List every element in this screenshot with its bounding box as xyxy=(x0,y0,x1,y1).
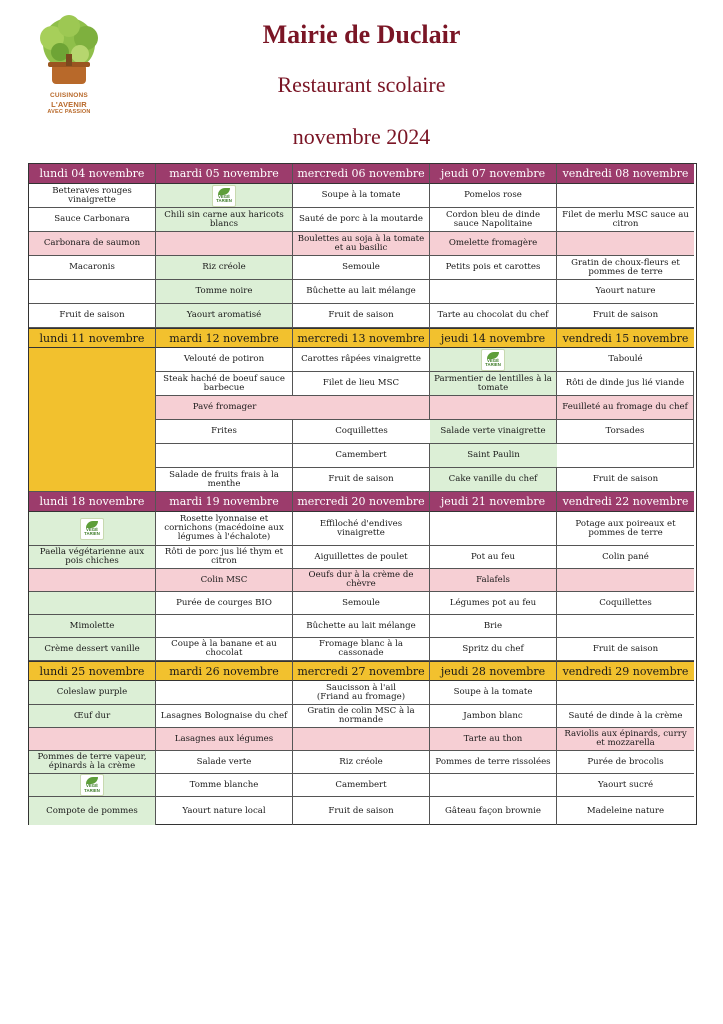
day-header: jeudi 14 novembre xyxy=(430,328,557,348)
menu-cell: Aiguillettes de poulet xyxy=(293,546,430,569)
day-header: jeudi 28 novembre xyxy=(430,661,557,681)
menu-cell: Cake vanille du chef xyxy=(430,468,557,492)
menu-cell: Rôti de porc jus lié thym et citron xyxy=(156,546,293,569)
menu-cell: Gratin de colin MSC à la normande xyxy=(293,705,430,728)
menu-cell: Filet de lieu MSC xyxy=(293,372,430,396)
menu-cell: Camembert xyxy=(293,444,430,468)
menu-cell xyxy=(430,280,557,304)
menu-cell: Sauté de porc à la moutarde xyxy=(293,208,430,232)
menu-cell: Coquillettes xyxy=(557,592,694,615)
day-header: vendredi 15 novembre xyxy=(557,328,694,348)
menu-cell: Fruit de saison xyxy=(293,304,430,328)
menu-cell xyxy=(557,232,694,256)
menu-cell: Salade verte vinaigrette xyxy=(430,420,557,444)
day-header: jeudi 21 novembre xyxy=(430,492,557,512)
vegetarian-badge-icon: VÉGÉ TARIEN xyxy=(80,774,104,796)
menu-cell: Petits pois et carottes xyxy=(430,256,557,280)
menu-cell xyxy=(156,444,293,468)
day-header: mardi 19 novembre xyxy=(156,492,293,512)
menu-cell: Potage aux poireaux et pommes de terre xyxy=(557,512,694,546)
menu-cell: Spritz du chef xyxy=(430,638,557,661)
menu-cell: Fruit de saison xyxy=(557,638,694,661)
menu-cell: Coupe à la banane et au chocolat xyxy=(156,638,293,661)
menu-cell: Pot au feu xyxy=(430,546,557,569)
menu-cell xyxy=(156,232,293,256)
menu-cell: Compote de pommes xyxy=(29,797,156,825)
menu-cell: Colin pané xyxy=(557,546,694,569)
menu-cell xyxy=(557,444,694,468)
menu-cell: Rosette lyonnaise et cornichons (macédoine aux légumes à l'échalote) xyxy=(156,512,293,546)
menu-cell xyxy=(29,280,156,304)
day-header: mercredi 13 novembre xyxy=(293,328,430,348)
day-header: lundi 11 novembre xyxy=(29,328,156,348)
menu-cell: Falafels xyxy=(430,569,557,592)
vegetarian-badge-icon: VÉGÉ TARIEN xyxy=(481,349,505,371)
menu-cell: Boulettes au soja à la tomate et au basilic xyxy=(293,232,430,256)
menu-cell: Cordon bleu de dinde sauce Napolitaine xyxy=(430,208,557,232)
vegetarian-badge-icon: VÉGÉ TARIEN xyxy=(80,518,104,540)
menu-cell xyxy=(29,774,156,797)
menu-cell: Yaourt sucré xyxy=(557,774,694,797)
menu-cell: Gratin de choux-fleurs et pommes de terre xyxy=(557,256,694,280)
menu-cell: Tarte au thon xyxy=(430,728,557,751)
menu-cell: Madeleine nature xyxy=(586,805,665,816)
menu-cell xyxy=(29,728,156,751)
menu-cell: Semoule xyxy=(293,256,430,280)
menu-cell: Saucisson à l'ail (Friand au fromage) xyxy=(293,681,430,705)
menu-cell xyxy=(430,774,557,797)
menu-cell: Velouté de potiron xyxy=(156,348,293,372)
menu-cell: Pomelos rose xyxy=(430,184,557,208)
menu-cell: Brie xyxy=(430,615,557,638)
menu-cell: Soupe à la tomate xyxy=(430,681,557,705)
menu-cell: Paella végétarienne aux pois chiches xyxy=(29,546,156,569)
menu-cell: Carottes râpées vinaigrette xyxy=(293,348,430,372)
menu-cell: Légumes pot au feu xyxy=(430,592,557,615)
menu-cell: Coleslaw purple xyxy=(29,681,156,705)
week-3 xyxy=(29,492,695,661)
menu-cell: Colin MSC xyxy=(156,569,293,592)
menu-cell: Omelette fromagère xyxy=(430,232,557,256)
menu-cell: Sauté de dinde à la crème xyxy=(557,705,694,728)
page-subtitle: Restaurant scolaire xyxy=(277,72,446,97)
menu-cell: Steak haché de boeuf sauce barbecue xyxy=(156,372,293,396)
logo-text-line2: L'AVENIR xyxy=(51,100,87,109)
menu-cell: Pavé fromager xyxy=(156,396,293,420)
menu-cell: Coquillettes xyxy=(293,420,430,444)
menu-cell: Filet de merlu MSC sauce au citron xyxy=(557,208,694,232)
day-header: mercredi 20 novembre xyxy=(293,492,430,512)
menu-cell: Betteraves rouges vinaigrette xyxy=(29,184,156,208)
vegetarian-badge-icon: VÉGÉ TARIEN xyxy=(212,185,236,207)
menu-cell: Fromage blanc à la cassonade xyxy=(293,638,430,661)
menu-cell: Yaourt aromatisé xyxy=(156,304,293,328)
menu-cell: Mimolette xyxy=(29,615,156,638)
menu-cell: Raviolis aux épinards, curry et mozzarella xyxy=(557,728,694,751)
day-header: jeudi 07 novembre xyxy=(430,164,557,184)
menu-cell: Tomme blanche xyxy=(156,774,293,797)
day-header: vendredi 29 novembre xyxy=(557,661,694,681)
day-header: mercredi 06 novembre xyxy=(293,164,430,184)
week-4 xyxy=(29,661,695,825)
menu-cell: Fruit de saison xyxy=(293,468,430,492)
menu-cell: Semoule xyxy=(293,592,430,615)
menu-cell xyxy=(430,512,557,546)
menu-cell: Torsades xyxy=(557,420,694,444)
day-header: mardi 12 novembre xyxy=(156,328,293,348)
day-header: vendredi 22 novembre xyxy=(557,492,694,512)
menu-cell xyxy=(557,615,694,638)
menu-cell xyxy=(293,396,430,420)
menu-cell: Parmentier de lentilles à la tomate xyxy=(430,372,557,396)
menu-cell: Gâteau façon brownie xyxy=(430,797,557,825)
menu-cell: Chili sin carne aux haricots blancs xyxy=(156,208,293,232)
day-header: mardi 05 novembre xyxy=(156,164,293,184)
menu-cell: Rôti de dinde jus lié viande xyxy=(557,372,694,396)
menu-cell xyxy=(430,396,557,420)
day-header: lundi 04 novembre xyxy=(29,164,156,184)
menu-cell: Yaourt nature xyxy=(557,280,694,304)
week-1 xyxy=(29,164,695,328)
menu-cell: Feuilleté au fromage du chef xyxy=(557,396,694,420)
menu-cell: Purée de brocolis xyxy=(557,751,694,774)
menu-cell: Fruit de saison xyxy=(557,304,694,328)
menu-cell: Œuf dur xyxy=(29,705,156,728)
menu-cell: Frites xyxy=(156,420,293,444)
menu-cell: Pommes de terre rissolées xyxy=(430,751,557,774)
menu-cell: Camembert xyxy=(293,774,430,797)
day-header: lundi 25 novembre xyxy=(29,661,156,681)
page-title: Mairie de Duclair xyxy=(262,20,461,49)
menu-cell xyxy=(29,569,156,592)
menu-cell: Bûchette au lait mélange xyxy=(293,615,430,638)
menu-cell: Pommes de terre vapeur, épinards à la crème xyxy=(29,751,156,774)
menu-cell xyxy=(557,569,694,592)
menu-cell xyxy=(29,512,156,546)
menu-cell: Yaourt nature local xyxy=(156,797,293,825)
logo-text-line1: CUISINONS xyxy=(50,92,88,99)
menu-cell: Fruit de saison xyxy=(293,797,430,825)
menu-cell: Salade de fruits frais à la menthe xyxy=(156,468,293,492)
menu-cell xyxy=(557,184,694,208)
day-header: mercredi 27 novembre xyxy=(293,661,430,681)
week-2 xyxy=(29,328,695,492)
menu-cell: Lasagnes Bolognaise du chef xyxy=(156,705,293,728)
menu-cell: Macaronis xyxy=(29,256,156,280)
menu-cell: Riz créole xyxy=(293,751,430,774)
menu-cell xyxy=(430,348,557,372)
menu-cell: Bûchette au lait mélange xyxy=(293,280,430,304)
holiday-cell xyxy=(29,348,156,492)
menu-cell: Riz créole xyxy=(156,256,293,280)
menu-cell: Effiloché d'endives vinaigrette xyxy=(293,512,430,546)
menu-cell xyxy=(29,592,156,615)
menu-cell: Tomme noire xyxy=(156,280,293,304)
day-header: lundi 18 novembre xyxy=(29,492,156,512)
menu-cell xyxy=(293,728,430,751)
menu-cell: Soupe à la tomate xyxy=(293,184,430,208)
menu-cell: Jambon blanc xyxy=(430,705,557,728)
menu-cell xyxy=(156,681,293,705)
menu-cell: Saint Paulin xyxy=(430,444,557,468)
menu-table xyxy=(28,163,697,825)
day-header: vendredi 08 novembre xyxy=(557,164,694,184)
menu-cell: Carbonara de saumon xyxy=(29,232,156,256)
menu-cell xyxy=(156,184,293,208)
menu-cell: Sauce Carbonara xyxy=(29,208,156,232)
menu-cell: Tarte au chocolat du chef xyxy=(430,304,557,328)
menu-cell xyxy=(557,681,694,705)
menu-cell: Crème dessert vanille xyxy=(29,638,156,661)
menu-period: novembre 2024 xyxy=(292,124,431,149)
menu-cell: Fruit de saison xyxy=(557,468,694,492)
logo-text-line3: AVEC PASSION xyxy=(47,109,91,115)
menu-cell: Purée de courges BIO xyxy=(156,592,293,615)
menu-cell: Salade verte xyxy=(156,751,293,774)
day-header: mardi 26 novembre xyxy=(156,661,293,681)
menu-cell: Lasagnes aux légumes xyxy=(156,728,293,751)
menu-cell: Oeufs dur à la crème de chèvre xyxy=(293,569,430,592)
menu-cell xyxy=(156,615,293,638)
menu-cell: Taboulé xyxy=(557,348,694,372)
menu-cell: Fruit de saison xyxy=(29,304,156,328)
